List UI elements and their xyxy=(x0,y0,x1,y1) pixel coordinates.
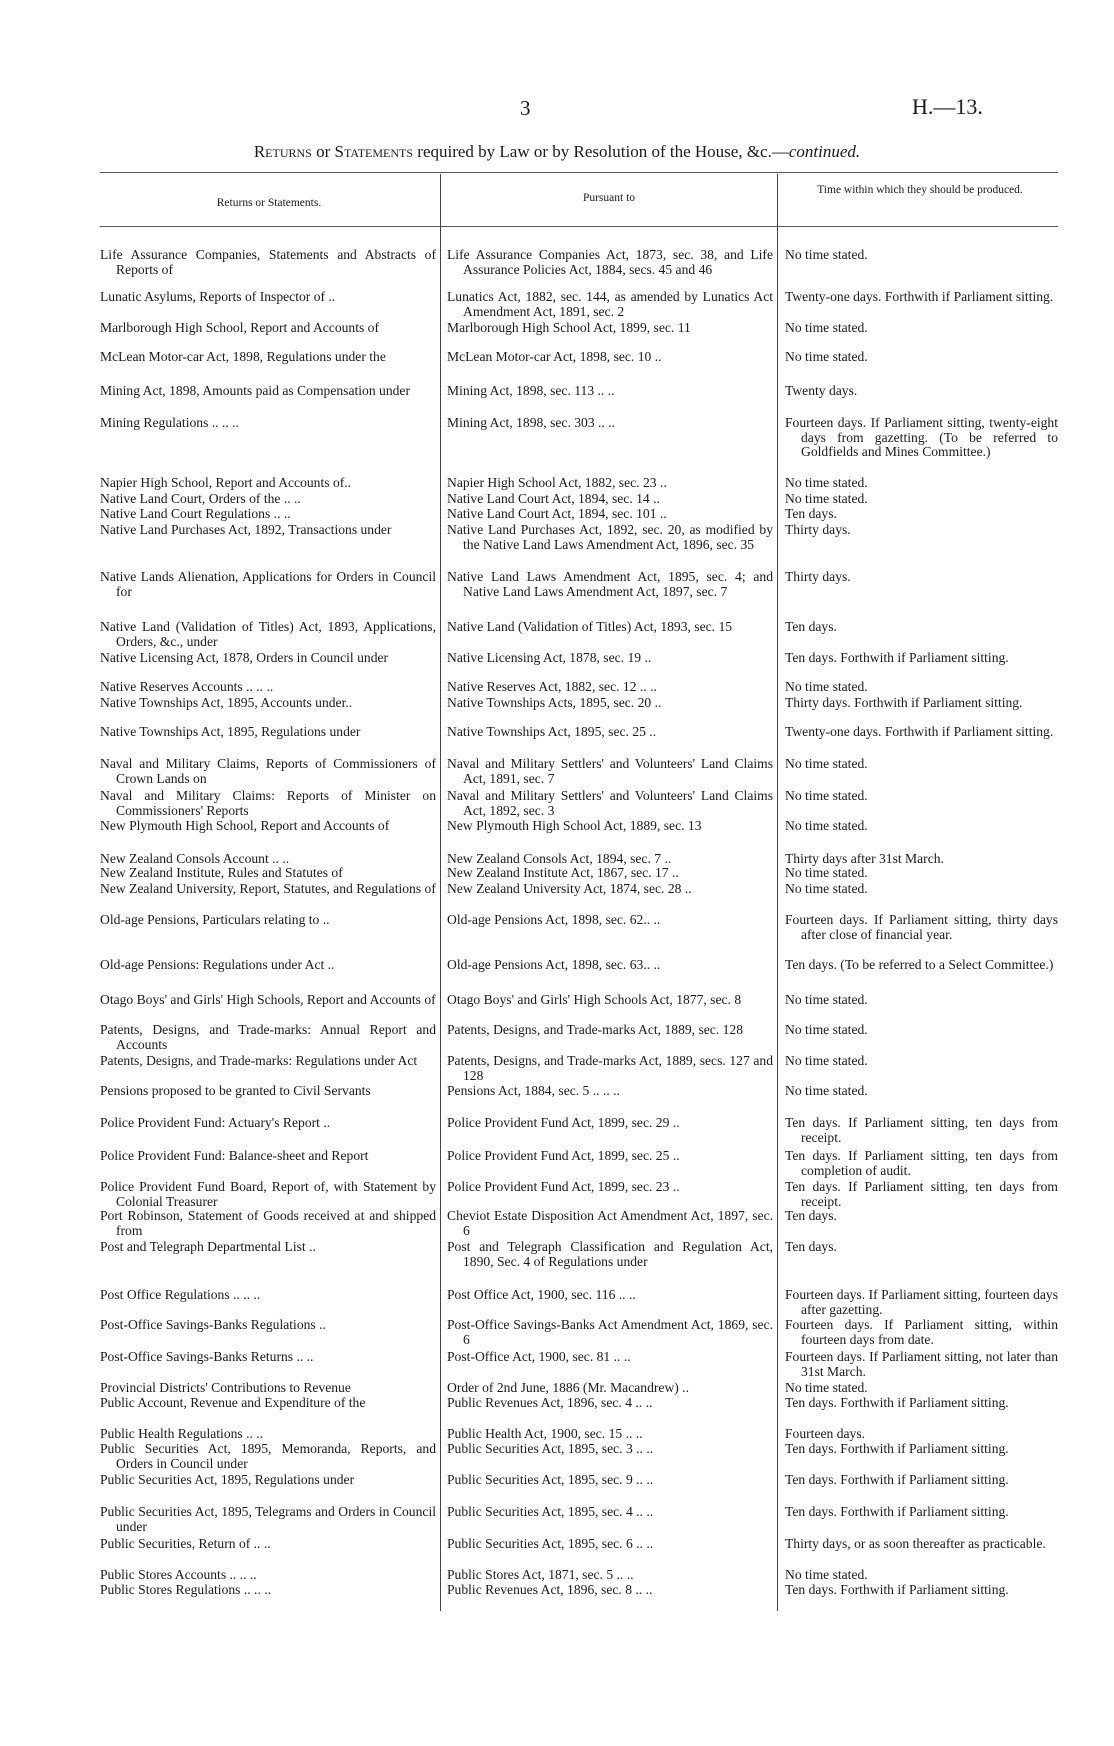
column-rule-2 xyxy=(777,174,778,1611)
return-name: Mining Act, 1898, Amounts paid as Compensation under xyxy=(100,383,410,398)
pursuant-to: Police Provident Fund Act, 1899, sec. 29 .. xyxy=(447,1115,680,1130)
pursuant-to: Public Securities Act, 1895, sec. 9 .. .. xyxy=(447,1472,654,1487)
pursuant-to: Order of 2nd June, 1886 (Mr. Macandrew) .. xyxy=(447,1380,689,1395)
time-limit: Fourteen days. xyxy=(785,1426,866,1441)
pursuant-to: Mining Act, 1898, sec. 303 .. .. xyxy=(447,415,616,430)
return-name: Post-Office Savings-Banks Regulations .. xyxy=(100,1317,326,1332)
return-name: Pensions proposed to be granted to Civil Servants xyxy=(100,1083,371,1098)
return-name: Patents, Designs, and Trade-marks: Regulations under Act xyxy=(100,1053,418,1068)
return-name: Public Account, Revenue and Expenditure of the xyxy=(100,1395,366,1410)
return-name: Old-age Pensions: Regulations under Act .. xyxy=(100,957,335,972)
pursuant-to: Public Revenues Act, 1896, sec. 4 .. .. xyxy=(447,1395,653,1410)
return-name: Native Reserves Accounts .. .. .. xyxy=(100,679,274,694)
page-number: 3 xyxy=(520,96,531,120)
time-limit: Ten days. Forthwith if Parliament sitting. xyxy=(785,1395,1009,1410)
pursuant-to: Native Land Laws Amendment Act, 1895, sec. 4; and Native Land Laws Amendment Act, 1897, sec. 7 xyxy=(447,569,773,599)
time-limit: Fourteen days. If Parliament sitting, not later than 31st March. xyxy=(785,1349,1058,1379)
return-name: Naval and Military Claims: Reports of Minister on Commissioners' Reports xyxy=(100,788,436,818)
time-limit: Thirty days. xyxy=(785,569,851,584)
return-name: Native Licensing Act, 1878, Orders in Council under xyxy=(100,650,389,665)
time-limit: Ten days. Forthwith if Parliament sitting. xyxy=(785,1472,1009,1487)
return-name: Police Provident Fund: Actuary's Report .. xyxy=(100,1115,331,1130)
return-name: Public Stores Accounts .. .. .. xyxy=(100,1567,257,1582)
return-name: Patents, Designs, and Trade-marks: Annual Report and Accounts xyxy=(100,1022,436,1052)
time-limit: No time stated. xyxy=(785,679,868,694)
return-name: New Zealand Institute, Rules and Statutes of xyxy=(100,865,343,880)
pursuant-to: Lunatics Act, 1882, sec. 144, as amended by Lunatics Act Amendment Act, 1891, sec. 2 xyxy=(447,289,773,319)
time-limit: Ten days. xyxy=(785,1208,837,1223)
time-limit: Ten days. If Parliament sitting, ten days from receipt. xyxy=(785,1115,1058,1145)
time-limit: Ten days. Forthwith if Parliament sitting. xyxy=(785,1582,1009,1597)
pursuant-to: Police Provident Fund Act, 1899, sec. 23 .. xyxy=(447,1179,680,1194)
pursuant-to: Otago Boys' and Girls' High Schools Act, 1877, sec. 8 xyxy=(447,992,742,1007)
pursuant-to: Old-age Pensions Act, 1898, sec. 63.. .. xyxy=(447,957,661,972)
return-name: Napier High School, Report and Accounts of.. xyxy=(100,475,352,490)
return-name: Lunatic Asylums, Reports of Inspector of .. xyxy=(100,289,336,304)
time-limit: Twenty days. xyxy=(785,383,858,398)
time-limit: Thirty days, or as soon thereafter as practicable. xyxy=(785,1536,1046,1551)
time-limit: Fourteen days. If Parliament sitting, fourteen days after gazetting. xyxy=(785,1287,1058,1317)
header-bottom-rule xyxy=(100,226,1058,227)
return-name: Post-Office Savings-Banks Returns .. .. xyxy=(100,1349,314,1364)
return-name: Native Townships Act, 1895, Accounts under.. xyxy=(100,695,353,710)
return-name: Public Securities Act, 1895, Regulations under xyxy=(100,1472,355,1487)
return-name: Public Securities, Return of .. .. xyxy=(100,1536,271,1551)
return-name: New Zealand Consols Account .. .. xyxy=(100,851,290,866)
pursuant-to: Native Land Purchases Act, 1892, sec. 20, as modified by the Native Land Laws Amendment Act, 1896, sec. 35 xyxy=(447,522,773,552)
return-name: Police Provident Fund: Balance-sheet and Report xyxy=(100,1148,369,1163)
pursuant-to: Post Office Act, 1900, sec. 116 .. .. xyxy=(447,1287,636,1302)
time-limit: No time stated. xyxy=(785,1380,868,1395)
pursuant-to: Marlborough High School Act, 1899, sec. 11 xyxy=(447,320,691,335)
time-limit: Ten days. Forthwith if Parliament sitting. xyxy=(785,1504,1009,1519)
time-limit: Ten days. (To be referred to a Select Committee.) xyxy=(785,957,1054,972)
header-time: Time within which they should be produced. xyxy=(817,184,1023,196)
time-limit: Ten days. xyxy=(785,1239,837,1254)
pursuant-to: New Zealand Consols Act, 1894, sec. 7 .. xyxy=(447,851,672,866)
time-limit: Thirty days after 31st March. xyxy=(785,851,944,866)
pursuant-to: Public Securities Act, 1895, sec. 3 .. .. xyxy=(447,1441,654,1456)
time-limit: No time stated. xyxy=(785,756,868,771)
pursuant-to: Native Townships Act, 1895, sec. 25 .. xyxy=(447,724,657,739)
time-limit: No time stated. xyxy=(785,1083,868,1098)
title-caps-1: Returns xyxy=(253,142,312,161)
pursuant-to: Pensions Act, 1884, sec. 5 .. .. .. xyxy=(447,1083,620,1098)
title-rest: required by Law or by Resolution of the House, &c.— xyxy=(413,142,789,161)
return-name: Life Assurance Companies, Statements and Abstracts of Reports of xyxy=(100,247,436,277)
time-limit: Fourteen days. If Parliament sitting, twenty-eight days from gazetting. (To be referred to Goldfields and Mines Committee.) xyxy=(785,415,1058,460)
time-limit: Ten days. Forthwith if Parliament sitting. xyxy=(785,650,1009,665)
pursuant-to: Old-age Pensions Act, 1898, sec. 62.. .. xyxy=(447,912,661,927)
pursuant-to: Public Stores Act, 1871, sec. 5 .. .. xyxy=(447,1567,634,1582)
return-name: Old-age Pensions, Particulars relating to .. xyxy=(100,912,330,927)
time-limit: No time stated. xyxy=(785,1022,868,1037)
pursuant-to: Police Provident Fund Act, 1899, sec. 25 .. xyxy=(447,1148,680,1163)
pursuant-to: Public Revenues Act, 1896, sec. 8 .. .. xyxy=(447,1582,653,1597)
pursuant-to: Cheviot Estate Disposition Act Amendment Act, 1897, sec. 6 xyxy=(447,1208,773,1238)
time-limit: Ten days. If Parliament sitting, ten days from receipt. xyxy=(785,1179,1058,1209)
pursuant-to: New Plymouth High School Act, 1889, sec. 13 xyxy=(447,818,702,833)
pursuant-to: Native Reserves Act, 1882, sec. 12 .. .. xyxy=(447,679,657,694)
table-title xyxy=(0,142,1114,162)
return-name: Marlborough High School, Report and Accounts of xyxy=(100,320,380,335)
pursuant-to: Public Health Act, 1900, sec. 15 .. .. xyxy=(447,1426,643,1441)
time-limit: Ten days. If Parliament sitting, ten days from completion of audit. xyxy=(785,1148,1058,1178)
pursuant-to: Patents, Designs, and Trade-marks Act, 1889, secs. 127 and 128 xyxy=(447,1053,773,1083)
time-limit: No time stated. xyxy=(785,247,868,262)
return-name: Public Securities Act, 1895, Telegrams and Orders in Council under xyxy=(100,1504,436,1534)
pursuant-to: Native Land Court Act, 1894, sec. 14 .. xyxy=(447,491,660,506)
time-limit: No time stated. xyxy=(785,491,868,506)
pursuant-to: Life Assurance Companies Act, 1873, sec. 38, and Life Assurance Policies Act, 1884, secs. 45 and 46 xyxy=(447,247,773,277)
pursuant-to: Native Licensing Act, 1878, sec. 19 .. xyxy=(447,650,652,665)
return-name: Provincial Districts' Contributions to Revenue xyxy=(100,1380,351,1395)
time-limit: No time stated. xyxy=(785,1053,868,1068)
return-name: Public Stores Regulations .. .. .. xyxy=(100,1582,272,1597)
time-limit: No time stated. xyxy=(785,992,868,1007)
time-limit: Twenty-one days. Forthwith if Parliament sitting. xyxy=(785,724,1054,739)
return-name: Otago Boys' and Girls' High Schools, Report and Accounts of xyxy=(100,992,436,1007)
return-name: Native Lands Alienation, Applications for Orders in Council for xyxy=(100,569,436,599)
return-name: McLean Motor-car Act, 1898, Regulations under the xyxy=(100,349,386,364)
return-name: Naval and Military Claims, Reports of Commissioners of Crown Lands on xyxy=(100,756,436,786)
return-name: Native Land Purchases Act, 1892, Transactions under xyxy=(100,522,392,537)
return-name: Post and Telegraph Departmental List .. xyxy=(100,1239,316,1254)
document-code: H.—13. xyxy=(912,94,983,119)
pursuant-to: New Zealand University Act, 1874, sec. 28 .. xyxy=(447,881,692,896)
pursuant-to: Post-Office Act, 1900, sec. 81 .. .. xyxy=(447,1349,631,1364)
time-limit: Ten days. xyxy=(785,619,837,634)
time-limit: No time stated. xyxy=(785,818,868,833)
time-limit: No time stated. xyxy=(785,320,868,335)
pursuant-to: Public Securities Act, 1895, sec. 4 .. .. xyxy=(447,1504,654,1519)
pursuant-to: Naval and Military Settlers' and Volunteers' Land Claims Act, 1891, sec. 7 xyxy=(447,756,773,786)
return-name: Public Health Regulations .. .. xyxy=(100,1426,264,1441)
pursuant-to: New Zealand Institute Act, 1867, sec. 17 .. xyxy=(447,865,679,880)
pursuant-to: Post-Office Savings-Banks Act Amendment Act, 1869, sec. 6 xyxy=(447,1317,773,1347)
return-name: New Plymouth High School, Report and Accounts of xyxy=(100,818,390,833)
time-limit: No time stated. xyxy=(785,475,868,490)
pursuant-to: Native Land (Validation of Titles) Act, 1893, sec. 15 xyxy=(447,619,733,634)
column-rule-1 xyxy=(440,174,441,1611)
time-limit: No time stated. xyxy=(785,865,868,880)
time-limit: Fourteen days. If Parliament sitting, within fourteen days from date. xyxy=(785,1317,1058,1347)
time-limit: Fourteen days. If Parliament sitting, thirty days after close of financial year. xyxy=(785,912,1058,942)
pursuant-to: Public Securities Act, 1895, sec. 6 .. .. xyxy=(447,1536,654,1551)
return-name: Native Townships Act, 1895, Regulations under xyxy=(100,724,361,739)
time-limit: No time stated. xyxy=(785,1567,868,1582)
return-name: Port Robinson, Statement of Goods received at and shipped from xyxy=(100,1208,436,1238)
return-name: Mining Regulations .. .. .. xyxy=(100,415,239,430)
pursuant-to: Patents, Designs, and Trade-marks Act, 1889, sec. 128 xyxy=(447,1022,744,1037)
pursuant-to: Native Land Court Act, 1894, sec. 101 .. xyxy=(447,506,667,521)
header-returns: Returns or Statements. xyxy=(216,197,322,209)
pursuant-to: Naval and Military Settlers' and Volunteers' Land Claims Act, 1892, sec. 3 xyxy=(447,788,773,818)
pursuant-to: McLean Motor-car Act, 1898, sec. 10 .. xyxy=(447,349,662,364)
time-limit: No time stated. xyxy=(785,881,868,896)
time-limit: No time stated. xyxy=(785,349,868,364)
return-name: Native Land Court, Orders of the .. .. xyxy=(100,491,301,506)
time-limit: Ten days. xyxy=(785,506,837,521)
time-limit: No time stated. xyxy=(785,788,868,803)
return-name: Native Land (Validation of Titles) Act, 1893, Applications, Orders, &c., under xyxy=(100,619,436,649)
title-continued: continued. xyxy=(788,142,861,161)
return-name: Native Land Court Regulations .. .. xyxy=(100,506,291,521)
time-limit: Thirty days. xyxy=(785,522,851,537)
pursuant-to: Post and Telegraph Classification and Regulation Act, 1890, Sec. 4 of Regulations under xyxy=(447,1239,773,1269)
title-caps-2: Statements xyxy=(334,142,414,161)
return-name: Post Office Regulations .. .. .. xyxy=(100,1287,261,1302)
time-limit: Ten days. Forthwith if Parliament sitting. xyxy=(785,1441,1009,1456)
return-name: Public Securities Act, 1895, Memoranda, Reports, and Orders in Council under xyxy=(100,1441,436,1471)
time-limit: Thirty days. Forthwith if Parliament sitting. xyxy=(785,695,1023,710)
header-top-rule xyxy=(100,172,1058,173)
pursuant-to: Mining Act, 1898, sec. 113 .. .. xyxy=(447,383,615,398)
title-or: or xyxy=(311,142,335,161)
pursuant-to: Native Townships Acts, 1895, sec. 20 .. xyxy=(447,695,662,710)
pursuant-to: Napier High School Act, 1882, sec. 23 .. xyxy=(447,475,667,490)
header-pursuant: Pursuant to xyxy=(582,192,636,204)
return-name: Police Provident Fund Board, Report of, with Statement by Colonial Treasurer xyxy=(100,1179,436,1209)
time-limit: Twenty-one days. Forthwith if Parliament sitting. xyxy=(785,289,1054,304)
return-name: New Zealand University, Report, Statutes, and Regulations of xyxy=(100,881,436,896)
